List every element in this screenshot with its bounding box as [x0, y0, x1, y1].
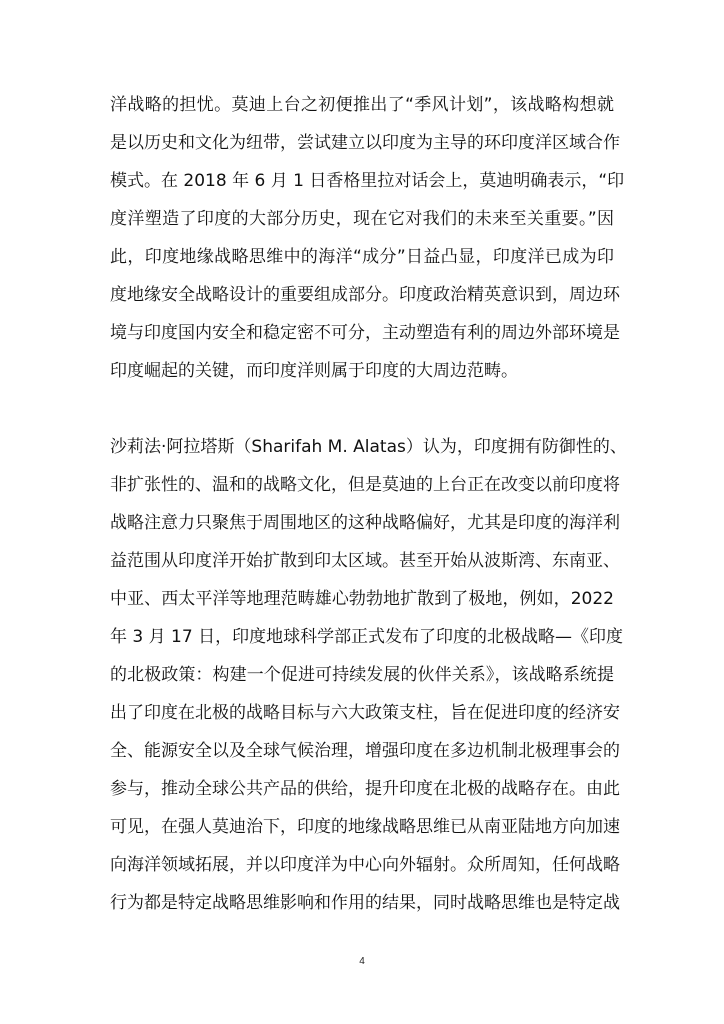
text-line: 度洋塑造了印度的大部分历史，现在它对我们的未来至关重要。”因 — [110, 209, 614, 229]
text-line: 沙莉法·阿拉塔斯（Sharifah M. Alatas）认为，印度拥有防御性的、 — [110, 437, 627, 457]
text-line: 战略注意力只聚焦于周围地区的这种战略偏好，尤其是印度的海洋利 — [110, 513, 620, 533]
text-line: 参与，推动全球公共产品的供给，提升印度在北极的战略存在。由此 — [110, 779, 620, 799]
text-line: 行为都是特定战略思维影响和作用的结果，同时战略思维也是特定战 — [110, 893, 620, 913]
text-line: 可见，在强人莫迪治下，印度的地缘战略思维已从南亚陆地方向加速 — [110, 817, 620, 837]
text-line: 的北极政策：构建一个促进可持续发展的伙伴关系》，该战略系统提 — [110, 665, 614, 685]
text-line: 非扩张性的、温和的战略文化，但是莫迪的上台正在改变以前印度将 — [110, 475, 620, 495]
text-line: 印度崛起的关键，而印度洋则属于印度的大周边范畴。 — [110, 361, 518, 381]
text-line: 出了印度在北极的战略目标与六大政策支柱，旨在促进印度的经济安 — [110, 703, 620, 723]
text-line: 此，印度地缘战略思维中的海洋“成分”日益凸显，印度洋已成为印 — [110, 247, 614, 267]
text-line: 是以历史和文化为纽带，尝试建立以印度为主导的环印度洋区域合作 — [110, 133, 620, 153]
text-line: 年 3 月 17 日，印度地球科学部正式发布了印度的北极战略—《印度 — [110, 627, 624, 647]
text-line: 中亚、西太平洋等地理范畴雄心勃勃地扩散到了极地，例如，2022 — [110, 589, 614, 609]
text-line: 模式。在 2018 年 6 月 1 日香格里拉对话会上，莫迪明确表示，“印 — [110, 171, 625, 191]
text-line: 全、能源安全以及全球气候治理，增强印度在多边机制北极理事会的 — [110, 741, 620, 761]
text-line: 向海洋领域拓展，并以印度洋为中心向外辐射。众所周知，任何战略 — [110, 855, 620, 875]
text-line: 益范围从印度洋开始扩散到印太区域。甚至开始从波斯湾、东南亚、 — [110, 551, 620, 571]
text-line: 洋战略的担忧。莫迪上台之初便推出了“季风计划”，该战略构想就 — [110, 95, 614, 115]
text-line: 度地缘安全战略设计的重要组成部分。印度政治精英意识到，周边环 — [110, 285, 620, 305]
text-line: 境与印度国内安全和稳定密不可分，主动塑造有利的周边外部环境是 — [110, 323, 620, 343]
page-number: 4 — [359, 956, 365, 967]
